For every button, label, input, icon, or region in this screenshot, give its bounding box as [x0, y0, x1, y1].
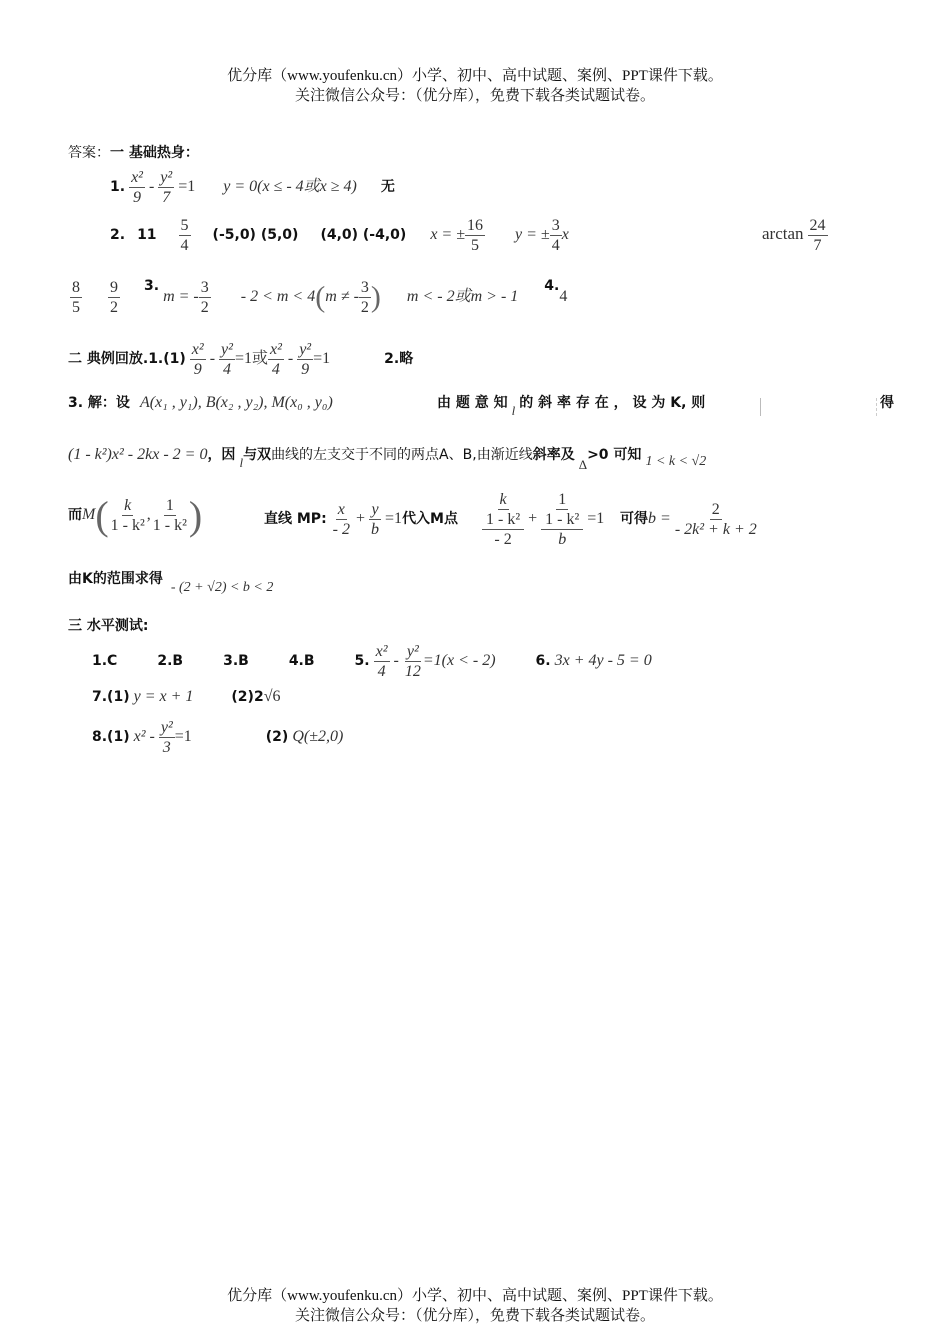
fraction-8-5: $\frac{8}{5}$ — [72, 279, 80, 316]
answer-3-7-1: y = x + 1 — [133, 688, 194, 705]
answer-2-omitted: 2.略 — [384, 351, 414, 368]
fraction-y2-3: $\frac{\text{y²}}{3}$ — [160, 719, 173, 756]
section-1-heading — [68, 142, 199, 162]
q3-de: 得 — [880, 395, 894, 411]
fraction-9-2: $\frac{9}{2}$ — [110, 279, 118, 316]
section-2-q1 — [68, 340, 413, 379]
fraction-y2-7: $\frac{\text{y²}}{7}$ — [160, 169, 173, 206]
fraction-5-4: $\frac{5}{4}$ — [180, 217, 189, 254]
minus: - — [393, 652, 399, 670]
section-2-q3-line1-right — [437, 392, 705, 419]
var-M: M — [82, 506, 96, 524]
answer-1-2 — [110, 216, 569, 255]
answer-3-5-num: 5. — [354, 653, 370, 670]
quadratic-equation: (1 - k²)x² - 2kx - 2 = 0 — [68, 446, 208, 463]
fraction-3-4: $\frac{3}{4}$ — [551, 217, 560, 254]
answer-1-1 — [110, 168, 395, 207]
fraction-y2-9: $\frac{\text{y²}}{9}$ — [299, 341, 312, 378]
directrix-x: x = ± — [430, 226, 466, 244]
arctan-label: arctan — [762, 224, 804, 244]
answer-4: 4 — [559, 288, 568, 306]
answer-3-4: 4.B — [288, 653, 315, 670]
q3-because: ，因 — [207, 447, 236, 463]
comma: , — [146, 506, 151, 524]
section-3-title: 三 水平测试: — [68, 618, 149, 634]
answer-arctan — [762, 216, 828, 255]
answer-3-8-2: Q(±2,0) — [292, 728, 344, 746]
answer-row-3: $\frac{8}{5}$ $\frac{9}{2}$ 3. m = - $\frac{3}{2}$ - 2 < m < 4(m ≠ - $\frac{3}{2}$ ) m < - 2或m > - 1 4.4 — [72, 278, 568, 316]
header-line-1: 优分库（www.youfenku.cn）小学、初中、高中试题、案例、PPT课件下载。 — [227, 68, 723, 84]
b-range: - (2 + √2) < b < 2 — [170, 580, 274, 595]
fraction-k-1-k2: $\frac{k}{\text{1 - k²}}$ — [110, 497, 145, 534]
fraction-y2-4: $\frac{\text{y²}}{4}$ — [221, 341, 233, 378]
equals-one: =1 — [385, 510, 403, 528]
footer-line-1: 优分库（www.youfenku.cn）小学、初中、高中试题、案例、PPT课件下载。 — [227, 1288, 723, 1304]
answer-3-8-2-num: (2) — [265, 729, 289, 746]
section-2-q3-substitution — [482, 490, 604, 549]
m-not-equal: m ≠ - — [325, 288, 359, 306]
section-2-q3-line3-mid — [264, 500, 458, 539]
fraction-x2-4: $\frac{\text{x²}}{4}$ — [375, 643, 388, 680]
fraction-3-2-b: $\frac{3}{2}$ — [360, 279, 369, 316]
section-2-q3-line1 — [68, 392, 333, 412]
section-2-q3-line2 — [68, 444, 706, 473]
answer-3-7-2-num: (2)2 — [231, 689, 264, 705]
equals-one: =1 — [313, 350, 331, 368]
section-2-q3-line3: 而M( $\frac{k}{\text{1 - k²}}$ , $\frac{1}{\text{1 - k²}}$ ) — [68, 493, 203, 538]
k-range-text: 由K的范围求得 — [68, 571, 163, 587]
faded-equation-system — [760, 398, 877, 416]
fraction-24-7: $\frac{24}{7}$ — [809, 217, 826, 254]
fraction-x-minus2: $\frac{x}{- 2}$ — [332, 501, 350, 538]
foci-2: (4,0) (-4,0) — [320, 227, 407, 244]
section-3-row-2 — [92, 688, 280, 706]
q3-text-6: >0 可知 — [587, 447, 642, 463]
item-number: 1. — [110, 179, 126, 196]
answer-3-7-num: 7.(1) — [92, 689, 130, 705]
q3-text-2: 的 斜 率 存 在 ， 设 为 K, 则 — [519, 395, 706, 411]
item-number: 2. — [110, 227, 126, 244]
answer-3-8-x2: x² - — [133, 728, 155, 746]
minus: - — [148, 178, 155, 196]
section-2-q3-line4 — [68, 568, 273, 596]
var-l: l — [511, 403, 516, 418]
answer-3-5-tail: =1(x < - 2) — [422, 652, 496, 670]
q3-and: 而 — [68, 507, 82, 524]
answer-3-6: 3x + 4y - 5 = 0 — [554, 652, 652, 670]
fraction-3-2: $\frac{3}{2}$ — [200, 279, 209, 316]
compound-fraction-1: $\frac{\frac{k}{\text{1 - k²}}}{- 2}$ — [482, 490, 524, 549]
section-2-title: 二 典例回放.1.(1) — [68, 351, 186, 368]
var-l: l — [239, 455, 244, 470]
minus: - — [209, 350, 216, 368]
plus: + — [528, 510, 538, 528]
asymptote-y: y = ± — [515, 226, 550, 244]
fraction-x2-9: $\frac{\text{x²}}{9}$ — [131, 169, 143, 206]
q3-text-1: 由 题 意 知 — [437, 395, 508, 411]
m-range-2: m < - 2或m > - 1 — [406, 288, 519, 306]
delta-symbol: Δ — [578, 457, 588, 472]
answer-3-6-num: 6. — [535, 653, 551, 670]
section-1-title: 一 基础热身： — [110, 145, 199, 161]
equals-one: =1 — [587, 510, 605, 528]
foci-1: (-5,0) (5,0) — [212, 227, 299, 244]
section-3-row-1 — [92, 642, 652, 681]
header-line-2: 关注微信公众号：（优分库），免费下载各类试题试卷。 — [294, 88, 655, 104]
answer-3-7-2: √6 — [263, 688, 281, 705]
minus: - — [287, 350, 294, 368]
line-mp-label: 直线 MP: — [264, 511, 327, 528]
k-range: 1 < k < √2 — [645, 454, 707, 469]
item-number: 4. — [544, 278, 560, 294]
m-equals: m = - — [163, 288, 199, 306]
footer-line-2: 关注微信公众号：（优分库），免费下载各类试题试卷。 — [294, 1308, 655, 1324]
section-2-q3-result — [620, 500, 761, 539]
section-3-row-3 — [92, 718, 343, 757]
var-x: x — [561, 226, 569, 244]
equals-or: =1或 — [234, 350, 268, 368]
item-number: 3. — [144, 278, 160, 294]
answer-3-2: 2.B — [157, 653, 184, 670]
equals-one: =1 — [178, 178, 196, 196]
can-get: 可得 — [620, 511, 648, 528]
answer-prefix: 答案： — [68, 145, 110, 161]
answer-3-8-num: 8.(1) — [92, 729, 130, 746]
q3-lead: 3. 解：设 — [68, 395, 130, 411]
q3-with-hyperbola: 与双 — [243, 447, 272, 463]
q3-points: A(x₁ , y₁), B(x₂ , y₂), M(x₀ , y₀) — [139, 394, 333, 411]
fraction-x2-4: $\frac{\text{x²}}{4}$ — [269, 341, 282, 378]
q3-text-5: 斜率及 — [532, 447, 575, 463]
value-11: 11 — [137, 227, 157, 244]
fraction-x2-9: $\frac{\text{x²}}{9}$ — [191, 341, 204, 378]
fraction-y2-12: $\frac{\text{y²}}{12}$ — [404, 643, 421, 680]
b-equals: b = — [648, 510, 671, 528]
answer-3-1: 1.C — [92, 653, 118, 670]
fraction-16-5: $\frac{16}{5}$ — [467, 217, 484, 254]
substitute-m: 代入M点 — [402, 511, 458, 528]
plus: + — [356, 510, 366, 528]
fraction-b-value: $\frac{2}{\text{- 2k² + k + 2}}$ — [674, 501, 757, 538]
answer-none: 无 — [380, 179, 395, 196]
m-range-1: - 2 < m < 4 — [240, 288, 316, 306]
fraction-1-1-k2: $\frac{1}{\text{1 - k²}}$ — [152, 497, 187, 534]
q3-text-4: 曲线的左支交于不同的两点A、B,由渐近线 — [271, 447, 533, 463]
answer-3-3: 3.B — [223, 653, 249, 670]
asymptote-answer: y = 0(x ≤ - 4或x ≥ 4) — [223, 178, 357, 196]
fraction-y-b: $\frac{y}{b}$ — [371, 501, 380, 538]
compound-fraction-2: $\frac{\frac{1}{\text{1 - k²}}}{b}$ — [541, 490, 583, 549]
equals-one: =1 — [174, 728, 192, 746]
